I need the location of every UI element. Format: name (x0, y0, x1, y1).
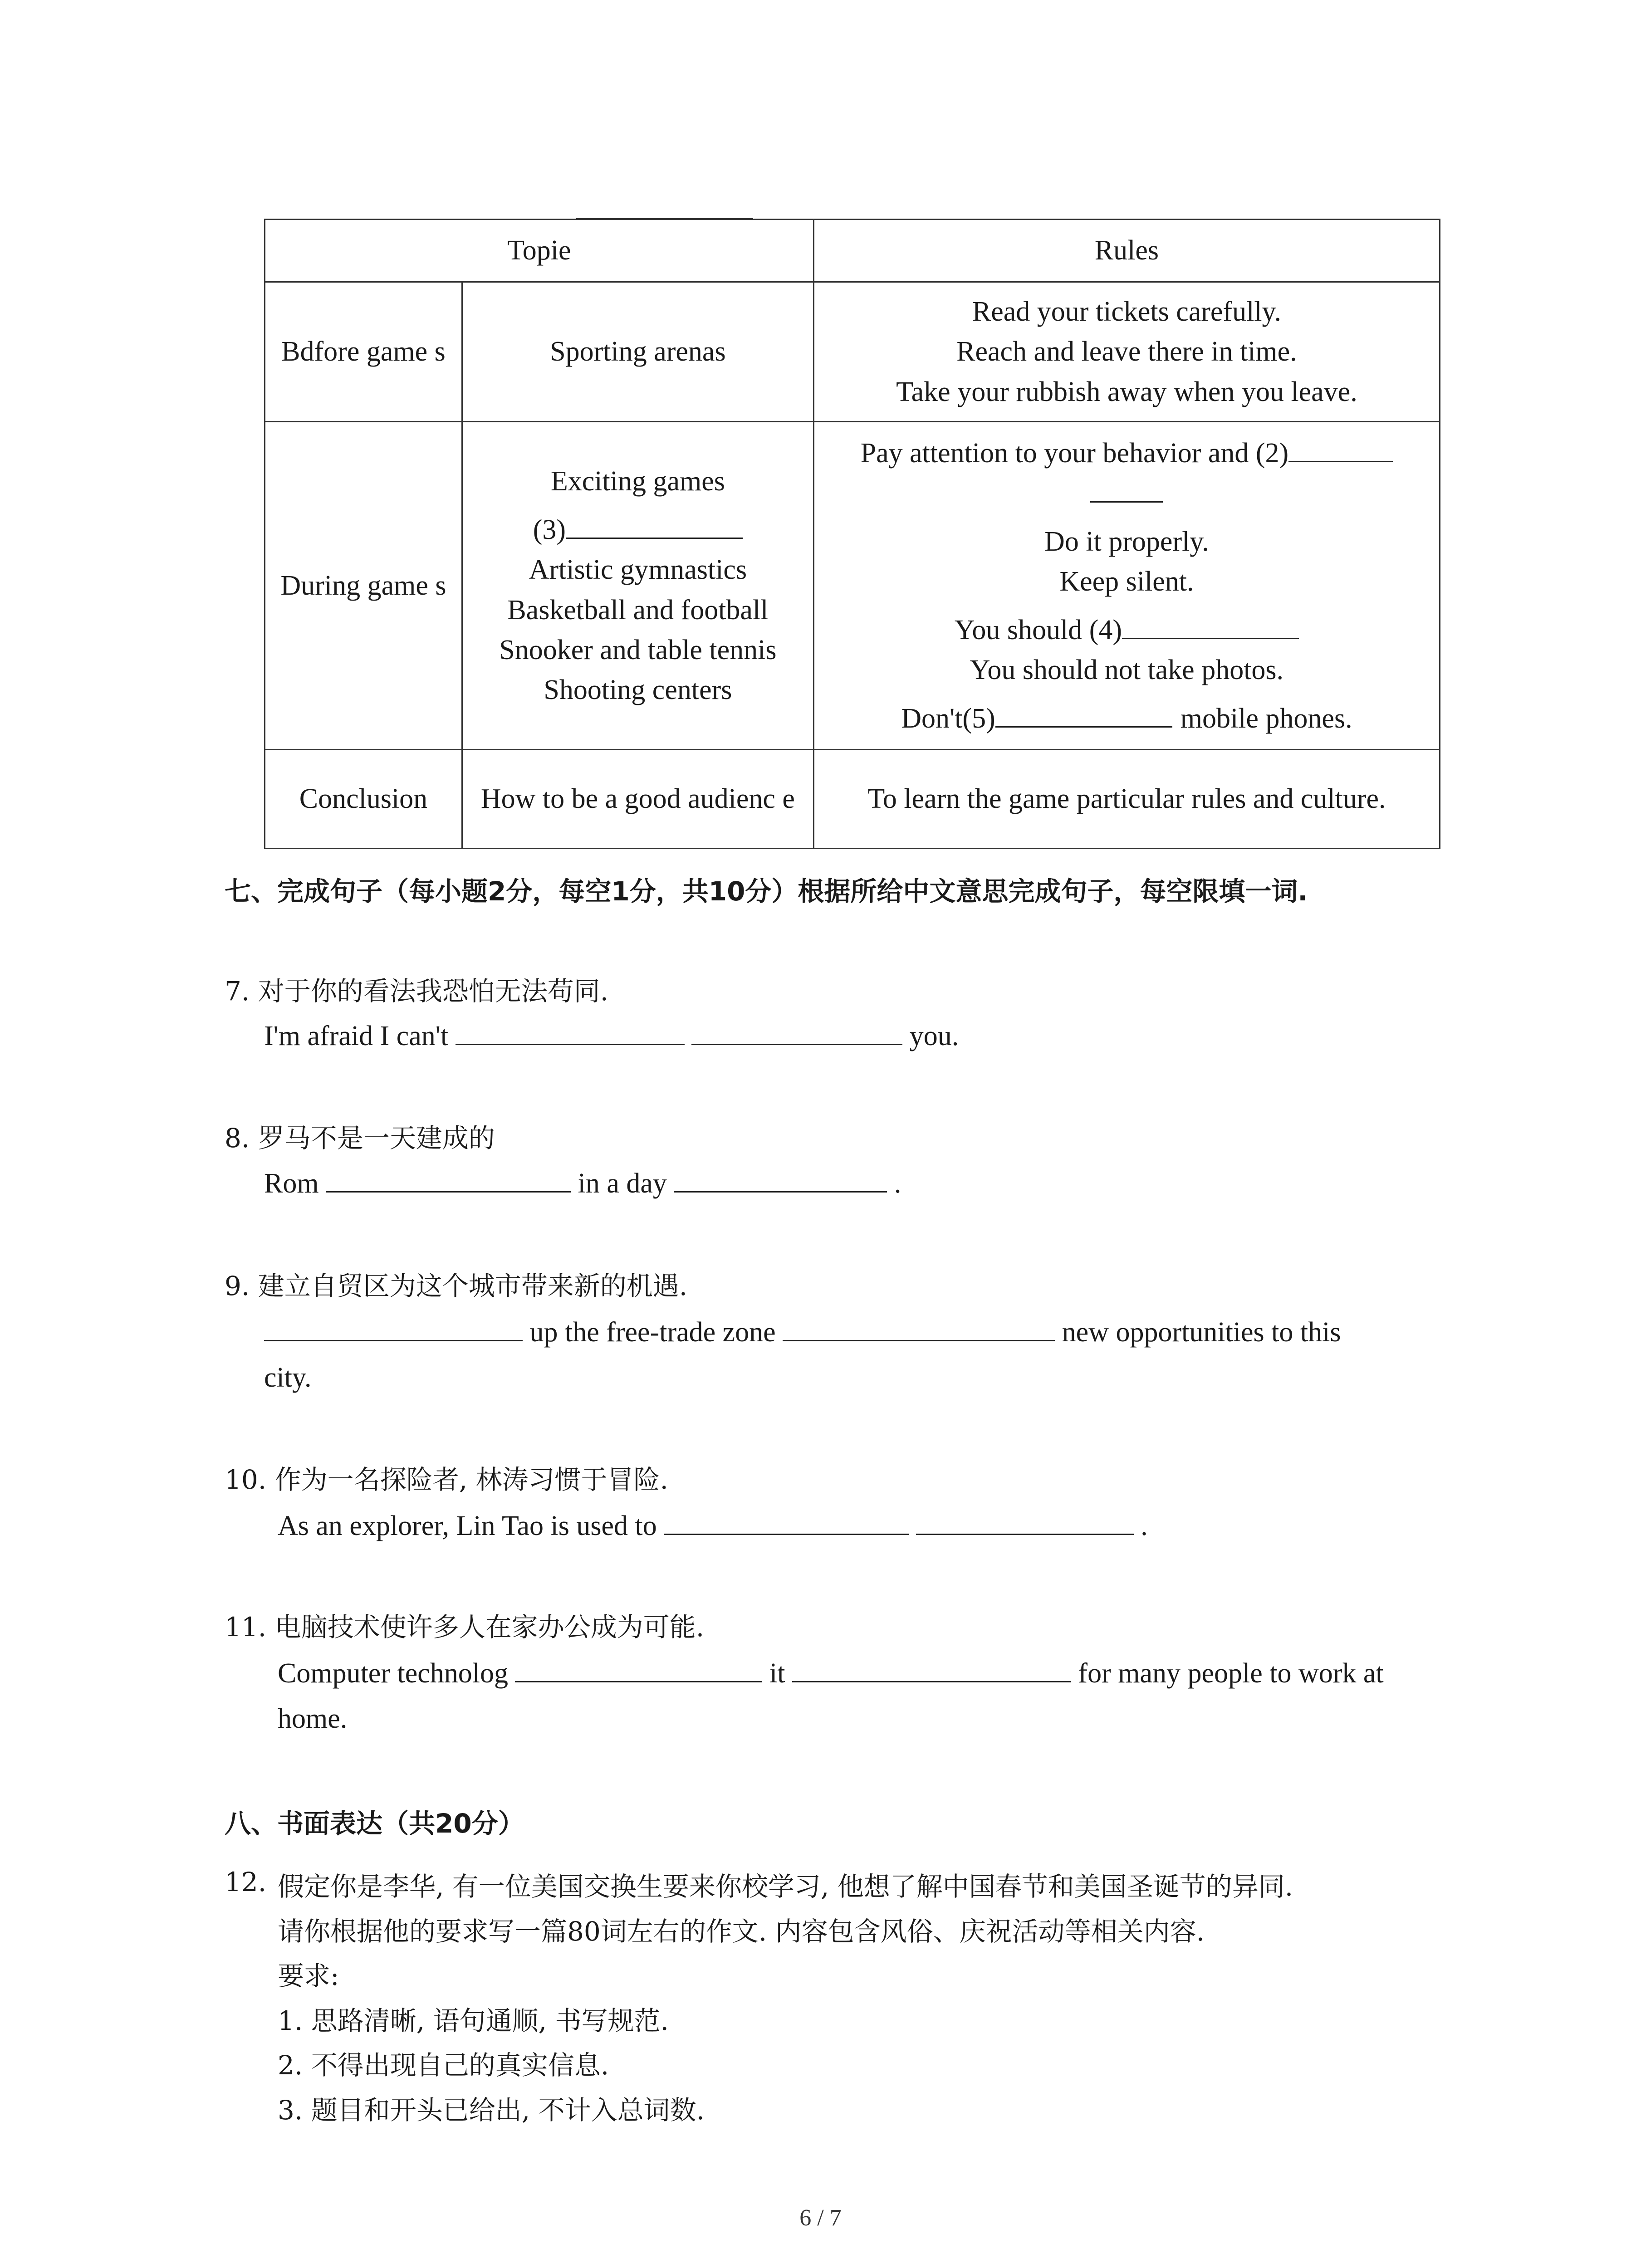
question-11-sentence-cont: home. (278, 1703, 348, 1734)
question-10-prompt: 10. 作为一名探险者, 林涛习惯于冒险. (225, 1464, 668, 1495)
header-rules: Rules (813, 220, 1440, 282)
answer-blank[interactable] (783, 1315, 1055, 1341)
row-label: Bdfore game s (265, 282, 462, 422)
answer-blank[interactable] (691, 1018, 902, 1045)
topic-cell: Exciting games (3) Artistic gymnastics Basketball and football Snooker and table tennis Shooting centers (462, 422, 813, 750)
answer-blank[interactable] (264, 1315, 523, 1341)
question-7-sentence: I'm afraid I can't you. (264, 1014, 959, 1059)
rules-cell: To learn the game particular rules and culture. (813, 750, 1440, 849)
rules-cell: Pay attention to your behavior and (2) Do it properly. Keep silent. You should (4) You should not take photos. Don't(5) mobile phones. (813, 422, 1440, 750)
table-row (265, 750, 1440, 849)
answer-blank[interactable] (916, 1508, 1134, 1535)
header-topic: Topie (265, 220, 814, 282)
answer-blank[interactable] (664, 1508, 909, 1535)
question-12-body: 假定你是李华, 有一位美国交换生要来你校学习, 他想了解中国春节和美国圣诞节的异同. 请你根据他的要求写一篇80词左右的作文. 内容包含风俗、庆祝活动等相关内容. 要求: 1. 思路清晰, 语句通顺, 书写规范. 2. 不得出现自己的真实信息. 3. 题目和开头已给出, 不计入总词数. (278, 1871, 1293, 2126)
rules-cell: Read your tickets carefully. Reach and leave there in time. Take your rubbish away when you leave. (813, 282, 1440, 422)
table-header-row (265, 220, 1440, 282)
question-11-sentence: Computer technolog it for many people to work at (278, 1651, 1384, 1696)
answer-blank-4[interactable] (1122, 610, 1299, 639)
answer-blank-5[interactable] (995, 698, 1172, 728)
page-number: 6 / 7 (799, 2205, 842, 2231)
section-7-heading: 七、完成句子（每小题2分，每空1分，共10分）根据所给中文意思完成句子，每空限填一词. (225, 876, 1308, 907)
table-row (265, 282, 1440, 422)
question-12-number: 12. (225, 1867, 267, 1897)
topic-cell: Sporting arenas (462, 282, 813, 422)
answer-blank[interactable] (326, 1166, 571, 1193)
rules-table (264, 219, 1440, 849)
answer-blank-2-cont[interactable] (1090, 473, 1163, 503)
answer-blank-2[interactable] (1288, 433, 1393, 462)
row-label: During game s (265, 422, 462, 750)
answer-blank[interactable] (456, 1018, 685, 1045)
section-8-heading: 八、书面表达（共20分） (225, 1808, 524, 1839)
question-9-sentence-cont: city. (264, 1362, 312, 1393)
question-9-prompt: 9. 建立自贸区为这个城市带来新的机遇. (225, 1271, 688, 1301)
table-row (265, 422, 1440, 750)
answer-blank[interactable] (792, 1656, 1071, 1682)
question-11-prompt: 11. 电脑技术使许多人在家办公成为可能. (225, 1612, 705, 1642)
question-9-sentence: up the free-trade zone new opportunities to this (264, 1310, 1341, 1355)
answer-blank[interactable] (515, 1656, 762, 1682)
topic-cell: How to be a good audienc e (462, 750, 813, 849)
row-label: Conclusion (265, 750, 462, 849)
question-8-sentence: Rom in a day . (264, 1161, 901, 1206)
answer-blank-3[interactable] (566, 509, 743, 539)
question-8-prompt: 8. 罗马不是一天建成的 (225, 1123, 495, 1154)
question-10-sentence: As an explorer, Lin Tao is used to . (278, 1504, 1148, 1549)
answer-blank-1[interactable] (576, 191, 753, 219)
question-7-prompt: 7. 对于你的看法我恐怕无法苟同. (225, 976, 609, 1007)
answer-blank[interactable] (674, 1166, 887, 1193)
